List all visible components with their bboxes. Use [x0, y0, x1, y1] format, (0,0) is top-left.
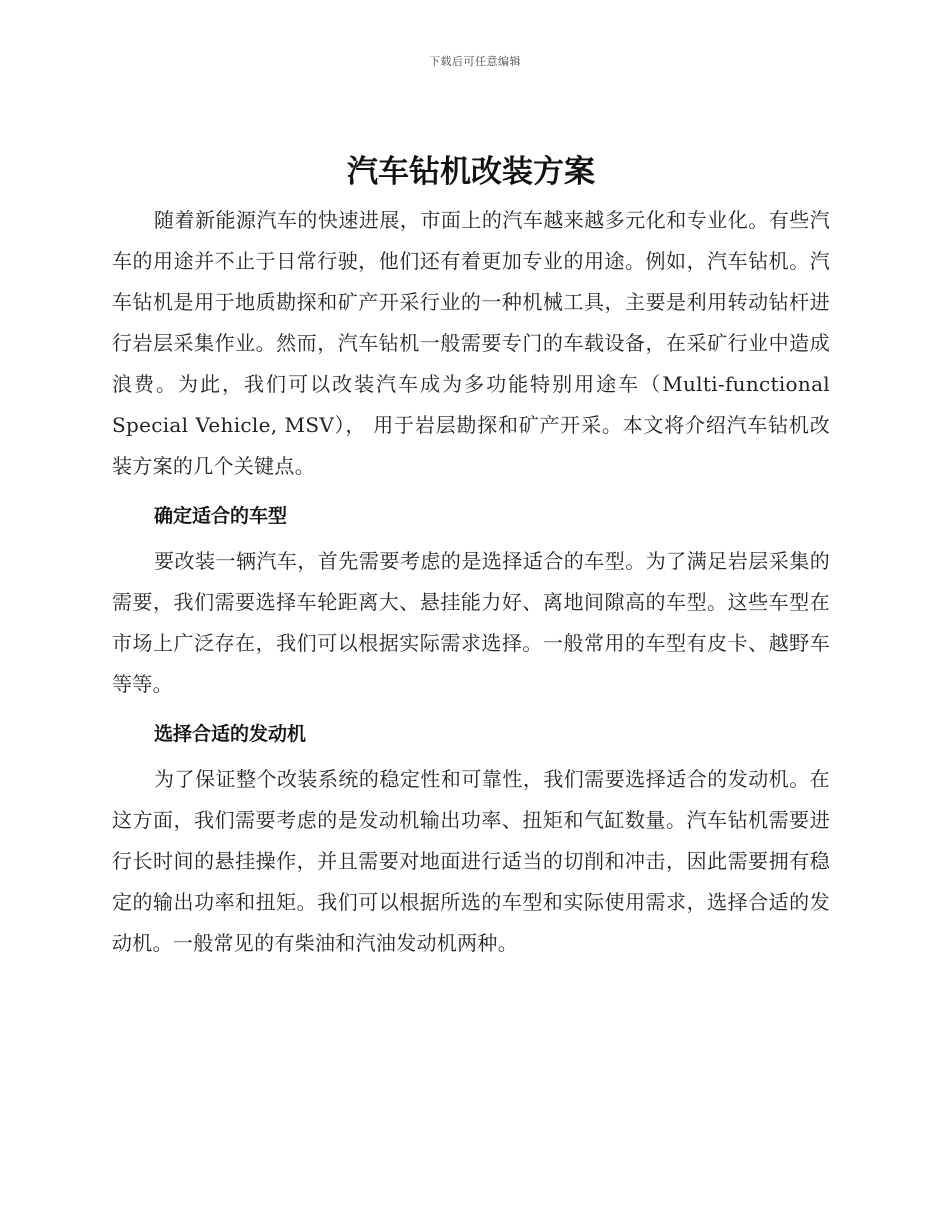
document-body: [112, 150, 830, 964]
section-heading-engine: 选择合适的发动机: [154, 723, 307, 745]
section-heading-vehicle-type: 确定适合的车型: [154, 505, 288, 527]
page-header-note: 下载后可任意编辑: [429, 55, 521, 68]
section-paragraph-vehicle-type: 要改装一辆汽车，首先需要考虑的是选择适合的车型。为了满足岩层采集的需要，我们需要选择车轮距离大、悬挂能力好、离地间隙高的车型。这些车型在市场上广泛存在，我们可以根据实际需求选择。一般常用的车型有皮卡、越野车等等。: [112, 549, 830, 696]
intro-paragraph: 随着新能源汽车的快速进展，市面上的汽车越来越多元化和专业化。有些汽车的用途并不止于日常行驶，他们还有着更加专业的用途。例如，汽车钻机。汽车钻机是用于地质勘探和矿产开采行业的一种机械工具，主要是利用转动钻杆进行岩层采集作业。然而，汽车钻机一般需要专门的车载设备，在采矿行业中造成浪费。为此，我们可以改装汽车成为多功能特别用途车（Multi-functional Special Vehicle, MSV）， 用于岩层勘探和矿产开采。本文将介绍汽车钻机改装方案的几个关键点。: [112, 208, 830, 478]
document-title: 汽车钻机改装方案: [347, 154, 595, 190]
section-paragraph-engine: 为了保证整个改装系统的稳定性和可靠性，我们需要选择适合的发动机。在这方面，我们需要考虑的是发动机输出功率、扭矩和气缸数量。汽车钻机需要进行长时间的悬挂操作，并且需要对地面进行适当的切削和冲击，因此需要拥有稳定的输出功率和扭矩。我们可以根据所选的车型和实际使用需求，选择合适的发动机。一般常见的有柴油和汽油发动机两种。: [112, 767, 830, 955]
